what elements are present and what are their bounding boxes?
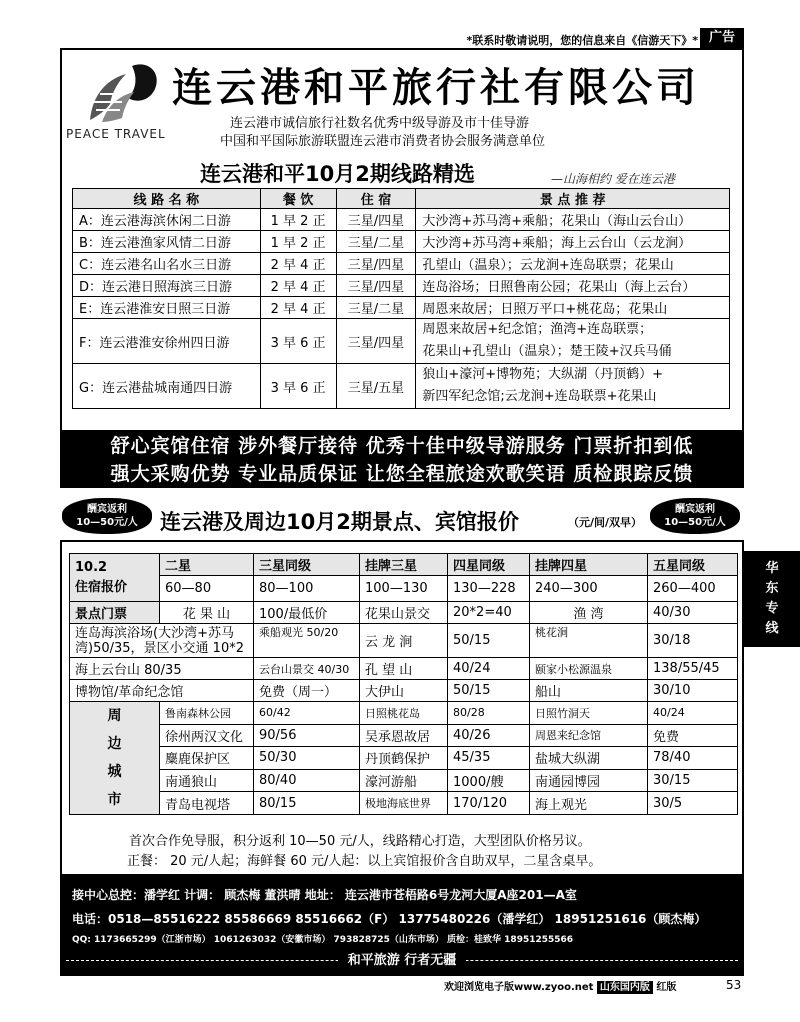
around-price: 170/120 — [448, 792, 530, 815]
hotel-price-row — [70, 576, 738, 602]
route-name: E：连云港淮安日照三日游 — [73, 297, 261, 319]
route-name: G：连云港盐城南通四日游 — [73, 364, 261, 409]
contact-line-3: QQ: 1173665299（江浙市场） 1061263032（安徽市场） 793828725（山东市场） 质检：桂致华 18951255566 — [72, 935, 574, 945]
around-spot: 盐城大纵湖 — [530, 747, 648, 770]
around-price: 90/56 — [254, 724, 360, 747]
route-name: A：连云港海滨休闲二日游 — [73, 209, 261, 231]
route-meal: 1 早 2 正 — [260, 231, 336, 253]
ticket-row — [70, 680, 738, 702]
ticket-price: 40/24 — [448, 658, 530, 680]
around-price: 60/42 — [254, 702, 360, 725]
around-label-char: 城 — [107, 764, 122, 780]
company-name: 连云港和平旅行社有限公司 — [172, 65, 700, 111]
ticket-spot: 渔 湾 — [530, 602, 648, 624]
around-spot: 鲁南森林公园 — [160, 702, 254, 725]
table-row — [73, 253, 730, 275]
ad-label: 广告 — [700, 28, 744, 48]
service-band — [60, 432, 744, 488]
around-row — [70, 702, 738, 725]
ticket-spot: 颐家小松源温泉 — [530, 658, 648, 680]
around-price: 40/24 — [648, 702, 738, 725]
service-line-1: 舒心宾馆住宿 涉外餐厅接待 优秀十佳中级导游服务 门票折扣到低 — [110, 435, 694, 457]
around-spot: 海上观光 — [530, 792, 648, 815]
route-spots-line: 新四军纪念馆;云龙涧+连岛联票+花果山 — [422, 389, 657, 404]
rebate-line: 酬宾返利 — [87, 504, 127, 515]
ticket-spot: 船山 — [530, 680, 648, 702]
footer-site[interactable]: 欢迎浏览电子版www.zyoo.net — [444, 982, 594, 993]
around-price: 78/40 — [648, 747, 738, 770]
east-china-tab — [744, 551, 800, 647]
rebate-line: 酬宾返利 — [675, 504, 715, 515]
source-note: *联系时敬请说明，您的信息来自《信游天下》* — [466, 34, 698, 47]
around-price: 免费 — [648, 724, 738, 747]
ticket-spot: 桃花涧 — [530, 624, 648, 658]
around-row — [70, 747, 738, 770]
route-hotel: 三星/四星 — [336, 253, 416, 275]
footer — [444, 978, 734, 993]
around-spot: 南通狼山 — [160, 769, 254, 792]
around-spot: 日照桃花岛 — [360, 702, 448, 725]
around-cities-label — [70, 702, 160, 815]
hotel-label-date: 10.2 — [75, 559, 108, 575]
route-spots: 连岛浴场；日照鲁南公园；花果山（海上云台） — [416, 275, 730, 297]
header-spots: 景 点 推 荐 — [416, 189, 730, 209]
table-row — [73, 209, 730, 231]
table-row — [73, 364, 730, 409]
around-spot: 周恩来纪念馆 — [530, 724, 648, 747]
hotel-price: 80—100 — [254, 576, 360, 602]
ticket-spot: 海上云台山 80/35 — [70, 658, 254, 680]
route-name: F：连云港淮安徐州四日游 — [73, 319, 261, 364]
peace-travel-logo-icon — [82, 58, 162, 128]
ticket-price: 40/30 — [648, 602, 738, 624]
side-tab-char: 东 — [765, 581, 779, 596]
around-price: 30/15 — [648, 769, 738, 792]
around-price: 40/26 — [448, 724, 530, 747]
table-row — [73, 297, 730, 319]
table-row — [73, 319, 730, 364]
route-hotel: 三星/四星 — [336, 319, 416, 364]
hotel-price: 130—228 — [448, 576, 530, 602]
side-tab-char: 线 — [765, 621, 779, 636]
table-row — [73, 275, 730, 297]
prices-title: 连云港及周边10月2期景点、宾馆报价 — [160, 510, 519, 534]
route-name: D：连云港日照海滨三日游 — [73, 275, 261, 297]
route-spots-line: 花果山+孔望山（温泉）；楚王陵+汉兵马俑 — [422, 344, 672, 359]
ticket-price: 20*2=40 — [448, 602, 530, 624]
around-spot: 日照竹洞天 — [530, 702, 648, 725]
ticket-spot: 花 果 山 — [160, 602, 254, 624]
routes-slogan: —山海相约 爱在连云港 — [551, 172, 675, 186]
service-line-2: 强大采购优势 专业品质保证 让您全程旅途欢歌笑语 质检跟踪反馈 — [110, 463, 694, 485]
ticket-price: 138/55/45 — [648, 658, 738, 680]
route-spots: 大沙湾+苏马湾+乘船；海上云台山（云龙涧） — [416, 231, 730, 253]
ticket-spot: 大伊山 — [360, 680, 448, 702]
company-subtitle-1: 连云港市诚信旅行社数名优秀中级导游及市十佳导游 — [230, 116, 530, 131]
around-spot: 濠河游船 — [360, 769, 448, 792]
rebate-badge-left — [62, 498, 152, 534]
routes-table — [72, 188, 730, 409]
around-row — [70, 769, 738, 792]
around-spot: 徐州两汉文化 — [160, 724, 254, 747]
route-meal: 3 早 6 正 — [260, 364, 336, 409]
table-row — [73, 231, 730, 253]
hotel-price: 240—300 — [530, 576, 648, 602]
price-note-2: 正餐： 20 元/人起；海鲜餐 60 元/人起：以上宾馆报价含自助双早，二星含桌早。 — [127, 854, 602, 869]
motto-text: 和平旅游 行者无疆 — [338, 953, 467, 968]
rebate-amount: 10—50元/人 — [76, 517, 138, 528]
ticket-price: 50/15 — [448, 624, 530, 658]
around-price: 45/35 — [448, 747, 530, 770]
ticket-price: 云台山景交 40/30 — [254, 658, 360, 680]
route-meal: 2 早 4 正 — [260, 253, 336, 275]
ticket-price: 免费（周一） — [254, 680, 360, 702]
ticket-spot: 花果山景交 — [360, 602, 448, 624]
motto — [60, 949, 744, 968]
around-spot: 极地海底世界 — [360, 792, 448, 815]
hotel-grade: 四星同级 — [448, 554, 530, 576]
around-spot: 南通园博园 — [530, 769, 648, 792]
route-name: C：连云港名山名水三日游 — [73, 253, 261, 275]
contact-line-1: 接中心总控：潘学红 计调： 顾杰梅 董洪晴 地址： 连云港市苍梧路6号龙河大厦A座201—A室 — [72, 888, 577, 902]
prices-table — [69, 553, 738, 815]
route-meal: 3 早 6 正 — [260, 319, 336, 364]
around-label-char: 市 — [107, 792, 122, 808]
ticket-spot: 连岛海滨浴场(大沙湾+苏马湾)50/35，景区小交通 10*2 — [70, 624, 254, 658]
contact-band — [60, 876, 744, 976]
route-spots-line: 周恩来故居+纪念馆；渔湾+连岛联票； — [422, 322, 653, 337]
route-hotel: 三星/二星 — [336, 231, 416, 253]
routes-title: 连云港和平10月2期线路精选 — [200, 162, 475, 186]
route-spots — [416, 319, 730, 364]
route-hotel: 三星/二星 — [336, 297, 416, 319]
around-price: 1000/艘 — [448, 769, 530, 792]
header-route-name: 线 路 名 称 — [73, 189, 261, 209]
logo-text: PEACE TRAVEL — [66, 127, 166, 141]
around-row — [70, 724, 738, 747]
company-subtitle-2: 中国和平国际旅游联盟连云港市消费者协会服务满意单位 — [220, 134, 546, 149]
hotel-label — [70, 554, 160, 602]
prices-unit: （元/间/双早） — [568, 516, 643, 529]
ticket-price: 乘船观光 50/20 — [254, 624, 360, 658]
hotel-grade: 挂牌四星 — [530, 554, 648, 576]
route-spots — [416, 364, 730, 409]
route-spots: 周恩来故居；日照万平口+桃花岛；花果山 — [416, 297, 730, 319]
around-price: 50/30 — [254, 747, 360, 770]
route-hotel: 三星/四星 — [336, 209, 416, 231]
around-row — [70, 792, 738, 815]
header-meal: 餐 饮 — [260, 189, 336, 209]
around-spot: 麋鹿保护区 — [160, 747, 254, 770]
around-price: 80/15 — [254, 792, 360, 815]
hotel-grade: 二星 — [160, 554, 254, 576]
ticket-spot: 博物馆/革命纪念馆 — [70, 680, 254, 702]
route-spots-line: 狼山+濠河+博物苑；大纵湖（丹顶鹤）+ — [422, 367, 664, 382]
route-spots: 大沙湾+苏马湾+乘船；花果山（海山云台山） — [416, 209, 730, 231]
ticket-price: 50/15 — [448, 680, 530, 702]
route-name: B：连云港渔家风情二日游 — [73, 231, 261, 253]
edition-tag: 山东国内版 — [597, 981, 653, 994]
hotel-price: 260—400 — [648, 576, 738, 602]
ticket-row — [70, 602, 738, 624]
around-label-char: 周 — [107, 708, 122, 724]
hotel-label-text: 住宿报价 — [75, 579, 128, 595]
hotel-header-row — [70, 554, 738, 576]
route-meal: 2 早 4 正 — [260, 297, 336, 319]
ticket-spot: 云 龙 涧 — [360, 624, 448, 658]
route-hotel: 三星/四星 — [336, 275, 416, 297]
ticket-price: 100/最低价 — [254, 602, 360, 624]
routes-header-row — [73, 189, 730, 209]
edition-color: 红版 — [656, 982, 677, 993]
ticket-row — [70, 624, 738, 658]
route-hotel: 三星/五星 — [336, 364, 416, 409]
page-number: 53 — [726, 978, 742, 992]
rebate-amount: 10—50元/人 — [664, 517, 726, 528]
ticket-price: 30/18 — [648, 624, 738, 658]
around-spot: 吴承恩故居 — [360, 724, 448, 747]
rebate-badge-right — [650, 498, 740, 534]
around-label-char: 边 — [107, 736, 122, 752]
tickets-label: 景点门票 — [70, 602, 160, 624]
ticket-price: 30/10 — [648, 680, 738, 702]
price-note-1: 首次合作免导服，积分返利 10—50 元/人，线路精心打造，大型团队价格另议。 — [129, 834, 591, 849]
top-notice-bar — [60, 28, 744, 48]
contact-line-2: 电话：0518—85516222 85586669 85516662（F） 13775480226（潘学红） 18951251616（顾杰梅） — [72, 912, 707, 926]
header-hotel: 住 宿 — [336, 189, 416, 209]
hotel-grade: 五星同级 — [648, 554, 738, 576]
around-spot: 丹顶鹤保护 — [360, 747, 448, 770]
around-spot: 青岛电视塔 — [160, 792, 254, 815]
hotel-grade: 三星同级 — [254, 554, 360, 576]
route-meal: 2 早 4 正 — [260, 275, 336, 297]
hotel-grade: 挂牌三星 — [360, 554, 448, 576]
around-price: 80/40 — [254, 769, 360, 792]
ticket-row — [70, 658, 738, 680]
route-meal: 1 早 2 正 — [260, 209, 336, 231]
route-spots: 孔望山（温泉）；云龙涧+连岛联票；花果山 — [416, 253, 730, 275]
side-tab-char: 华 — [765, 561, 779, 576]
side-tab-char: 专 — [765, 601, 779, 616]
around-price: 30/5 — [648, 792, 738, 815]
ticket-spot: 孔 望 山 — [360, 658, 448, 680]
hotel-price: 100—130 — [360, 576, 448, 602]
hotel-price: 60—80 — [160, 576, 254, 602]
around-price: 80/28 — [448, 702, 530, 725]
